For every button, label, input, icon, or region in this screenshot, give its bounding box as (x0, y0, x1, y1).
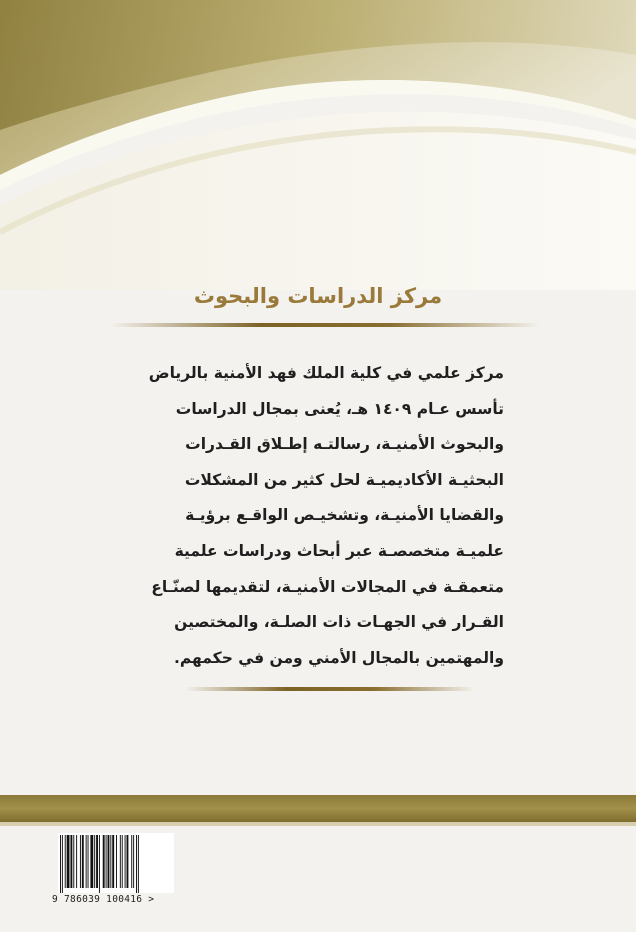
paragraph-divider (185, 687, 475, 691)
barcode-bar (110, 835, 111, 888)
barcode-bar (62, 835, 63, 893)
barcode-bar (127, 835, 129, 888)
barcode-bar (94, 835, 95, 888)
paragraph-line: مركز علمي في كلية الملك فهد الأمنية بالرياض (148, 364, 504, 382)
barcode-bar (122, 835, 123, 888)
barcode-bar (88, 835, 89, 888)
barcode-bar (65, 835, 66, 888)
paragraph-line: متعمقـة في المجالات الأمنيـة، لتقديمها لصنّـاع (151, 577, 504, 596)
paragraph-line: والقضايا الأمنيـة، وتشخيـص الواقـع برؤيـة (185, 506, 504, 525)
barcode-bar (82, 835, 84, 888)
bottom-gold-band (0, 795, 636, 822)
heading-divider (110, 323, 540, 327)
barcode-bar (125, 835, 126, 888)
barcode-bar (106, 835, 107, 888)
barcode-bar (116, 835, 117, 888)
barcode-bar (120, 835, 121, 888)
barcode-bar (138, 835, 139, 893)
barcode-bar (80, 835, 81, 888)
barcode-bars (58, 833, 174, 893)
barcode-bar (90, 835, 93, 888)
description-paragraph (140, 356, 504, 676)
barcode-bar (96, 835, 98, 888)
barcode-bar (60, 835, 61, 893)
paragraph-line: تأسس عـام ١٤٠٩ هـ، يُعنى بمجال الدراسات (175, 399, 504, 418)
section-heading: مركز الدراسات والبحوث (193, 284, 443, 308)
barcode-bar (108, 835, 110, 888)
barcode-bar (131, 835, 132, 888)
barcode-bar (86, 835, 87, 888)
isbn-number: 9 786039 100416 > (52, 894, 155, 905)
barcode-bar (76, 835, 77, 888)
paragraph-line: والبحوث الأمنيـة، رسالتـه إطـلاق القـدرات (185, 435, 504, 454)
paragraph-line: القـرار في الجهـات ذات الصلـة، والمختصين (174, 613, 504, 632)
barcode-bar (99, 835, 100, 893)
top-gold-swoosh-decoration (0, 0, 636, 290)
paragraph-line: البحثيـة الأكاديميـة لحل كثير من المشكلات (184, 470, 504, 489)
barcode-bar (73, 835, 74, 888)
barcode-bar (103, 835, 105, 888)
barcode-bar (136, 835, 137, 893)
paragraph-line: والمهتمين بالمجال الأمني ومن في حكمهم. (174, 648, 504, 667)
barcode-bar (67, 835, 70, 888)
barcode-bar (133, 835, 134, 888)
barcode-bar (112, 835, 114, 888)
barcode-bar (70, 835, 72, 888)
paragraph-line: علميـة متخصصـة عبر أبحاث ودراسات علمية (174, 541, 504, 560)
bottom-band-highlight (0, 822, 636, 826)
